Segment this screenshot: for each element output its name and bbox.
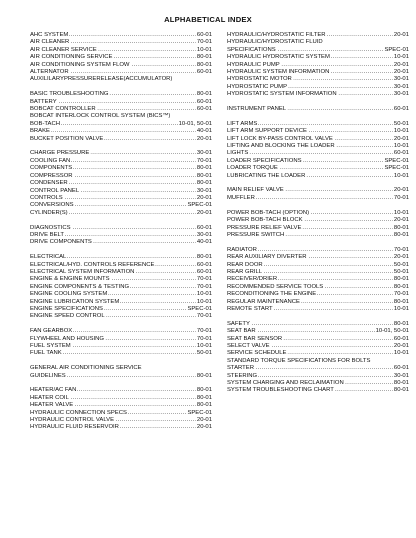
index-entry-page: 10-01 <box>393 143 409 150</box>
index-entry-label: AIR CONDITIONING SERVICE <box>30 54 113 61</box>
index-entry-label: SELECT VALVE <box>227 342 270 349</box>
index-entry-label: INSTRUMENT PANEL <box>227 106 287 113</box>
index-entry <box>30 395 212 402</box>
index-entry-label: HYDRAULIC PUMP <box>227 61 280 68</box>
index-entry-label: HYDROSTATIC MOTOR <box>227 76 292 83</box>
index-entry-page: 80-01 <box>196 54 212 61</box>
index-entry-page: 80-01 <box>393 380 409 386</box>
index-entry-label: CONVERSIONS <box>30 202 74 209</box>
index-entry <box>30 291 212 298</box>
index-entry-label: HYDRAULIC CONNECTION SPECS <box>30 409 127 416</box>
index-entry-page: 70-01 <box>393 194 409 201</box>
index-entry <box>30 239 212 246</box>
index-entry <box>227 299 409 306</box>
index-entry-page: 60-01 <box>196 224 212 231</box>
index-entry-page: 80-01 <box>196 172 212 179</box>
index-entry <box>227 343 409 350</box>
index-entry <box>30 54 212 61</box>
index-entry <box>30 269 212 276</box>
index-entry-page: 10-01 <box>196 291 212 298</box>
index-entry-label: CHARGE PRESSURE <box>30 150 90 157</box>
index-entry-label: LUBRICATING THE LOADER <box>227 172 306 179</box>
index-entry <box>227 232 409 239</box>
index-entry-page: 10-01 <box>196 46 212 53</box>
index-entry <box>227 210 409 217</box>
index-entry <box>30 99 212 106</box>
index-entry-page: 70-01 <box>393 291 409 298</box>
index-entry <box>227 150 409 157</box>
index-entry-page: 10-01 <box>196 298 212 305</box>
index-entry-label: ELECTRICAL/HYD. CONTROLS REFERENCE <box>30 261 155 268</box>
index-entry-page: 20-01 <box>393 69 409 76</box>
index-entry-label: COOLING FAN <box>30 157 71 164</box>
index-entry <box>30 424 212 431</box>
index-entry-page: 80-01 <box>393 387 409 394</box>
index-entry-page: 20-01 <box>393 187 409 194</box>
index-entry-page: 80-01 <box>393 320 409 327</box>
index-entry-page: 10-01 <box>196 342 212 349</box>
index-entry-page: 10-01 <box>393 305 409 312</box>
index-entry-page: 10-01 <box>393 128 409 135</box>
index-entry <box>227 106 409 113</box>
index-entry <box>227 321 409 328</box>
index-entry <box>227 47 409 54</box>
index-entry-label: FAN GEARBOX <box>30 328 73 335</box>
index-entry-label: CYLINDER(S) <box>30 209 68 216</box>
index-entry-label: HYDRAULIC/HYDROSTATIC FLUID <box>227 39 323 46</box>
index-entry <box>227 217 409 224</box>
index-entry-page: 20-01 <box>393 254 409 261</box>
index-entry <box>227 62 409 69</box>
index-entry-page: 70-01 <box>196 283 212 290</box>
index-entry <box>227 247 409 254</box>
index-entry <box>30 47 212 54</box>
index-entry-page: 20-01 <box>196 417 212 424</box>
index-entry-page: 20-01 <box>393 32 409 38</box>
index-entry-page: 60-01 <box>196 98 212 105</box>
index-entry-label: FLYWHEEL AND HOUSING <box>30 335 104 342</box>
index-entry-page: SPEC-01 <box>384 165 409 172</box>
index-entry-label: BATTERY <box>30 98 57 105</box>
index-entry-label: FUEL TANK <box>30 350 62 357</box>
index-entry-page: 70-01 <box>196 313 212 320</box>
index-entry-page: 30-01 <box>196 231 212 238</box>
index-entry <box>227 284 409 291</box>
index-entry-label: POWER BOB-TACH (OPTION) <box>227 209 310 216</box>
index-entry-label: SEAT BAR <box>227 328 256 335</box>
index-entry-page: 80-01 <box>196 372 212 379</box>
index-entry-page: 20-01 <box>196 424 212 431</box>
index-entry <box>227 128 409 135</box>
index-entry-page: 80-01 <box>196 402 212 409</box>
index-entry-page: 20-01 <box>196 194 212 201</box>
index-entry-label: SAFETY <box>227 320 250 327</box>
index-entry-page: 10-01 <box>393 209 409 216</box>
index-entry <box>30 39 212 46</box>
index-entry <box>227 328 409 335</box>
index-entry-page: 70-01 <box>196 39 212 46</box>
index-entry <box>227 187 409 194</box>
index-entry-label: AIR CONDITIONING SYSTEM FLOW <box>30 61 130 68</box>
index-entry <box>30 180 212 187</box>
index-entry-page: SPEC-01 <box>384 157 409 164</box>
index-entry <box>30 128 212 135</box>
index-entry-label: AIR CLEANER <box>30 39 70 46</box>
index-entry-label: SERVICE SCHEDULE <box>227 350 287 357</box>
index-entry-label: HYDRAULIC FLUID RESERVOIR <box>30 424 119 431</box>
index-entry-page: 70-01 <box>196 157 212 164</box>
index-entry <box>30 165 212 172</box>
index-entry <box>30 195 212 202</box>
index-entry <box>30 69 212 76</box>
index-entry-label: MUFFLER <box>227 194 255 201</box>
index-entry-label: LIFT LOCK BY-PASS CONTROL VALVE <box>227 135 333 142</box>
index-entry-page: 80-01 <box>393 224 409 231</box>
index-entry-label: PRESSURE RELIEF VALVE <box>227 224 302 231</box>
index-entry-label: SPECIFICATIONS <box>227 46 276 53</box>
page-title: ALPHABETICAL INDEX <box>164 15 252 24</box>
index-entry-page: 30-01 <box>393 76 409 83</box>
index-entry <box>227 91 409 98</box>
index-entry <box>30 336 212 343</box>
index-entry <box>30 32 212 39</box>
index-entry-label: LOADER SPECIFICATIONS <box>227 157 302 164</box>
index-entry-label: POWER BOB-TACH BLOCK <box>227 217 303 224</box>
index-entry-label: LIFT ARMS <box>227 120 258 127</box>
index-entry-label: RECEIVER/DRIER <box>227 276 278 283</box>
index-entry <box>227 262 409 269</box>
index-entry-page: 60-01 <box>393 335 409 342</box>
index-entry <box>227 350 409 357</box>
index-entry <box>227 254 409 261</box>
index-entry-label: AIR CLEANER SERVICE <box>30 46 97 53</box>
index-entry-label: CONTROL PANEL <box>30 187 80 194</box>
index-entry-page: 80-01 <box>196 91 212 98</box>
index-entry-label: LIGHTS <box>227 150 249 157</box>
index-entry-page: 80-01 <box>196 61 212 68</box>
index-entry <box>30 173 212 180</box>
index-entry <box>227 276 409 283</box>
index-entry-page: 10-01, 50-01 <box>178 120 212 127</box>
index-entry <box>30 202 212 209</box>
index-entry-label: BOBCAT INTERLOCK CONTROL SYSTEM (BICS™) <box>30 113 171 120</box>
index-entry <box>30 91 212 98</box>
index-entry <box>227 306 409 313</box>
index-entry <box>30 158 212 165</box>
index-entry <box>227 32 409 39</box>
index-entry <box>30 232 212 239</box>
index-entry-label: BOB-TACH <box>30 120 60 127</box>
index-entry-page: 80-01 <box>196 180 212 187</box>
index-entry-page: SPEC-01 <box>384 46 409 53</box>
index-entry-page: 30-01 <box>196 150 212 157</box>
index-entry-label: LIFTING AND BLOCKING THE LOADER <box>227 143 335 150</box>
index-entry-page: 80-01 <box>393 283 409 290</box>
index-entry <box>227 195 409 202</box>
index-entry <box>30 62 212 69</box>
index-entry-label: REAR AUXILIARY DIVERTER <box>227 254 307 261</box>
index-entry <box>227 173 409 180</box>
index-entry <box>30 410 212 417</box>
index-entry-page: 60-01 <box>196 106 212 113</box>
index-entry-label: BASIC TROUBLESHOOTING <box>30 91 109 98</box>
index-entry <box>227 39 409 46</box>
index-entry-label: PRESSURE SWITCH <box>227 231 285 238</box>
index-entry-page: 30-01 <box>393 91 409 98</box>
index-entry-label: AHC SYSTEM <box>30 32 69 38</box>
index-entry-page: 80-01 <box>393 231 409 238</box>
index-right-column <box>227 32 409 395</box>
index-entry-label: ENGINE & ENGINE MOUNTS <box>30 276 110 283</box>
index-entry-label: AUXILILARYPRESSURERELEASE(ACCUMULATOR) <box>30 76 173 83</box>
index-entry-page: 60-01 <box>196 69 212 76</box>
index-entry-page: 10-01 <box>393 54 409 61</box>
index-entry <box>30 150 212 157</box>
index-entry-label: RECOMMENDED SERVICE TOOLS <box>227 283 324 290</box>
index-entry-label: ENGINE COOLING SYSTEM <box>30 291 108 298</box>
index-entry-label: BOBCAT CONTROLLER <box>30 106 96 113</box>
index-entry <box>227 69 409 76</box>
index-entry <box>30 76 212 83</box>
index-entry <box>30 328 212 335</box>
index-entry-page: 60-01 <box>393 106 409 113</box>
index-entry <box>30 306 212 313</box>
index-left-column <box>30 32 212 432</box>
index-entry-label: HYDROSTATIC SYSTEM INFORMATION <box>227 91 337 98</box>
index-entry-label: HYDROSTATIC PUMP <box>227 83 287 90</box>
index-entry-label: BUCKET POSITION VALVE <box>30 135 104 142</box>
index-entry-page: 50-01 <box>393 120 409 127</box>
index-entry-label: ENGINE SPEED CONTROL <box>30 313 105 320</box>
index-entry <box>227 387 409 394</box>
index-entry-page: 50-01 <box>393 261 409 268</box>
index-entry-label: REMOTE START <box>227 305 273 312</box>
index-entry <box>227 84 409 91</box>
index-entry-label: HYDRAULIC SYSTEM INFORMATION <box>227 69 330 76</box>
index-entry-page: 70-01 <box>196 276 212 283</box>
index-entry-page: SPEC-01 <box>187 305 212 312</box>
index-entry-label: ENGINE COMPONENTS & TESTING <box>30 283 130 290</box>
index-entry-page: 10-01, 50-01 <box>375 328 409 335</box>
index-entry <box>227 358 409 365</box>
index-entry <box>227 121 409 128</box>
index-entry-label: HYDRAULIC CONTROL VALVE <box>30 417 115 424</box>
index-entry <box>227 365 409 372</box>
index-entry <box>30 350 212 357</box>
index-entry-page: 30-01 <box>393 83 409 90</box>
index-entry <box>30 106 212 113</box>
index-entry <box>30 343 212 350</box>
index-entry-label: RADIATOR <box>227 246 257 253</box>
index-entry <box>227 76 409 83</box>
index-entry <box>30 387 212 394</box>
index-entry-label: GENERAL AIR CONDITIONING SERVICE <box>30 365 142 372</box>
index-entry-page: 40-01 <box>196 239 212 246</box>
index-entry <box>227 373 409 380</box>
index-entry <box>30 254 212 261</box>
index-entry-page: 60-01 <box>393 150 409 157</box>
index-entry-page: 40-01 <box>196 128 212 135</box>
index-entry-page: 50-01 <box>393 268 409 275</box>
index-entry <box>30 276 212 283</box>
index-entry-page: 60-01 <box>196 32 212 38</box>
index-entry-page: 60-01 <box>196 268 212 275</box>
index-entry-label: FUEL SYSTEM <box>30 342 71 349</box>
index-entry-label: REGULAR MAINTENANCE <box>227 298 300 305</box>
index-entry-label: DIAGNOSTICS <box>30 224 71 231</box>
index-entry-label: ELECTRICAL <box>30 254 67 261</box>
index-entry-label: HEATER VALVE <box>30 402 74 409</box>
index-entry-page: 80-01 <box>393 298 409 305</box>
index-entry-page: 20-01 <box>393 342 409 349</box>
index-entry-label: HYDRAULIC HYDROSTATIC SYSTEM <box>227 54 330 61</box>
index-entry-label: LIFT ARM SUPPORT DEVICE <box>227 128 307 135</box>
index-entry <box>30 188 212 195</box>
index-entry <box>30 417 212 424</box>
index-entry <box>227 136 409 143</box>
index-entry-page: 20-01 <box>196 209 212 216</box>
index-entry <box>227 336 409 343</box>
index-entry-page: 80-01 <box>196 394 212 401</box>
index-entry-label: REAR DOOR <box>227 261 263 268</box>
index-entry-label: CONDENSER <box>30 180 68 187</box>
index-entry-page: SPEC-01 <box>187 409 212 416</box>
index-entry-label: HEATER/AC FAN <box>30 387 77 394</box>
index-entry-label: COMPONENTS <box>30 165 73 172</box>
index-entry-label: COMPRESSOR <box>30 172 73 179</box>
index-entry-page: 60-01 <box>196 261 212 268</box>
index-entry-page: 20-01 <box>196 135 212 142</box>
index-entry-label: DRIVE COMPONENTS <box>30 239 92 246</box>
index-entry <box>30 373 212 380</box>
index-entry-page: 20-01 <box>393 61 409 68</box>
index-entry-label: BRAKE <box>30 128 50 135</box>
index-entry <box>227 143 409 150</box>
index-entry-label: CONTROLS <box>30 194 63 201</box>
index-entry-label: RECONDITIONING THE ENGINE <box>227 291 317 298</box>
index-entry-label: REAR GRILL <box>227 268 263 275</box>
index-entry-label: ENGINE SPECIFICATIONS <box>30 305 103 312</box>
index-entry-label: GUIDELINES <box>30 372 66 379</box>
index-entry <box>227 225 409 232</box>
index-entry <box>30 210 212 217</box>
index-entry-page: 20-01 <box>393 217 409 224</box>
index-entry-page: SPEC-01 <box>187 202 212 209</box>
index-entry-page: 30-01 <box>196 187 212 194</box>
index-entry <box>30 136 212 143</box>
index-entry-label: STANDARD TORQUE SPECIFICATIONS FOR BOLTS <box>227 357 371 364</box>
index-entry-page: 10-01 <box>393 350 409 357</box>
index-entry-page: 70-01 <box>196 335 212 342</box>
index-entry <box>227 165 409 172</box>
index-entry-page: 80-01 <box>196 254 212 261</box>
index-entry-label: STARTER <box>227 365 254 372</box>
index-entry <box>30 284 212 291</box>
index-entry <box>227 380 409 387</box>
index-entry-label: ENGINE LUBRICATION SYSTEM <box>30 298 120 305</box>
index-entry-label: ELECTRICAL SYSTEM INFORMATION <box>30 268 135 275</box>
index-entry-page: 80-01 <box>196 387 212 394</box>
index-entry-label: HEATER COIL <box>30 394 69 401</box>
index-entry-label: HYDRAULIC/HYDROSTATIC FILTER <box>227 32 326 38</box>
index-entry-page: 80-01 <box>393 276 409 283</box>
index-entry-page: 60-01 <box>393 365 409 372</box>
index-entry-label: MAIN RELIEF VALVE <box>227 187 284 194</box>
index-entry <box>227 291 409 298</box>
index-entry-page: 70-01 <box>196 328 212 335</box>
index-entry-page: 10-01 <box>393 172 409 179</box>
index-entry-label: SYSTEM TROUBLESHOOTING CHART <box>227 387 334 394</box>
index-entry-page: 20-01 <box>393 135 409 142</box>
index-entry <box>227 54 409 61</box>
index-entry-page: 80-01 <box>196 165 212 172</box>
index-entry <box>30 402 212 409</box>
index-entry <box>30 299 212 306</box>
index-entry-page: 70-01 <box>393 246 409 253</box>
index-entry <box>30 113 212 120</box>
index-entry <box>30 365 212 372</box>
index-entry <box>30 313 212 320</box>
index-entry <box>227 269 409 276</box>
index-entry-label: LOADER TORQUE <box>227 165 278 172</box>
index-entry-label: STEERING <box>227 372 258 379</box>
index-entry <box>227 158 409 165</box>
index-entry-label: DRIVE BELT <box>30 231 64 238</box>
index-entry <box>30 121 212 128</box>
index-entry-page: 30-01 <box>393 372 409 379</box>
index-entry-page: 50-01 <box>196 350 212 357</box>
index-entry-label: ALTERNATOR <box>30 69 69 76</box>
index-entry <box>30 262 212 269</box>
index-entry <box>30 225 212 232</box>
index-entry-label: SEAT BAR SENSOR <box>227 335 283 342</box>
index-entry-label: SYSTEM CHARGING AND RECLAIMATION <box>227 380 344 386</box>
